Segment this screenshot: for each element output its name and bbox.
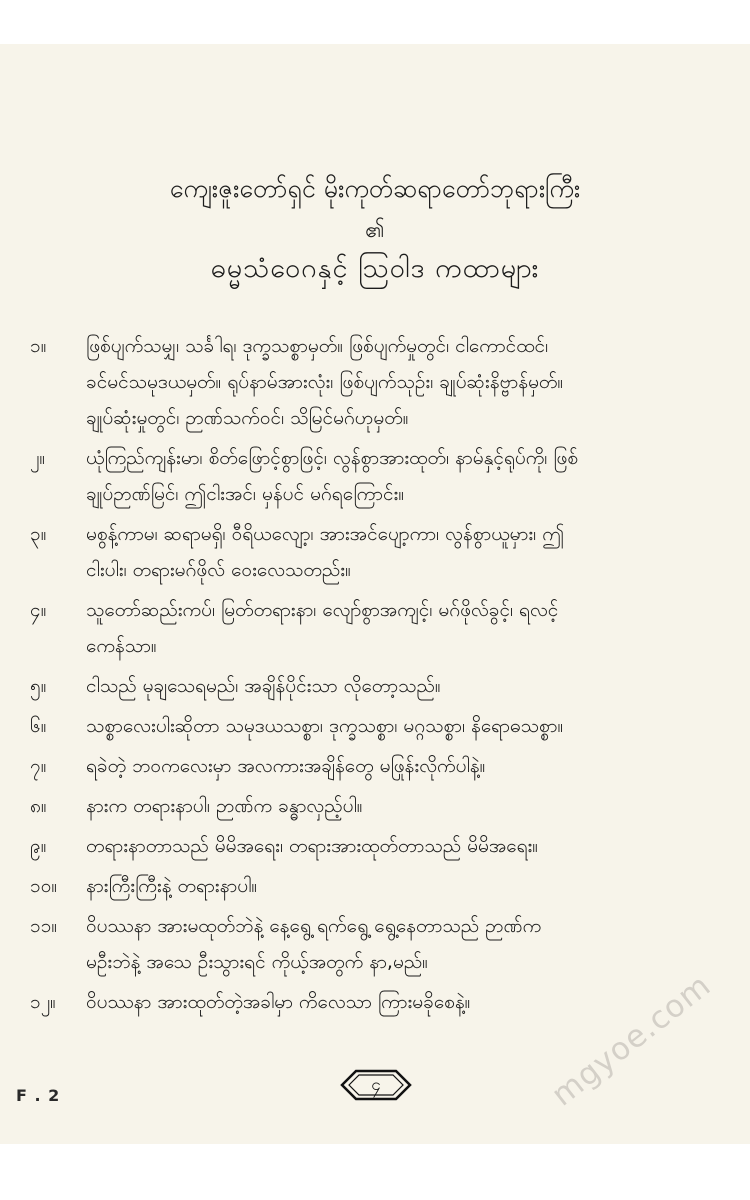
item-text-line: ချုပ်ဆုံးမှုတွင်၊ ဉာဏ်သက်ဝင်၊ သိမြင်မဂ်ဟုမှတ်။ [86,407,409,429]
list-item [0,668,750,704]
item-text-line: ဝိပဿနာ အားထုတ်တဲ့အခါမှာ ကိလေသာ ကြားမခိုစေနဲ့။ [86,991,471,1013]
item-text-line: ကေန်သာ။ [86,635,157,657]
item-text-line: ယုံကြည်ကျန်းမာ၊ စိတ်ဖြောင့်စွာဖြင့်၊ လွန်စွာအားထုတ်၊ နာမ်နှင့်ရုပ်ကို၊ ဖြစ် [86,447,579,469]
item-text-line: ခင်မင်သမုဒယမှတ်။ ရုပ်နာမ်အားလုံး၊ ဖြစ်ပျက်သုဉ်း၊ ချုပ်ဆုံးနိဗ္ဗာန်မှတ်။ [86,371,564,393]
item-text-line: ဝိပဿနာ အားမထုတ်ဘဲနဲ့ နေ့ရွေ့ ရက်ရွေ့ ရွေ့နေတာသည် ဉာဏ်က [86,915,542,937]
item-number: ၁၂။ [30,991,56,1013]
list-item [0,328,750,436]
item-number: ၅။ [30,675,47,697]
list-item [0,708,750,744]
item-number: ၆။ [30,715,47,737]
list-item [0,828,750,864]
item-text-line: ဖြစ်ပျက်သမျှ၊ သင်္ခါရ၊ ဒုက္ခသစ္စာမှတ်။ ဖြစ်ပျက်မှုတွင်၊ ငါကောင်ထင်၊ [86,335,549,357]
list-item [0,748,750,784]
item-number: ၈။ [30,795,47,817]
item-text-line: သူတော်ဆည်းကပ်၊ မြတ်တရားနာ၊ လျော်စွာအကျင့်၊ မဂ်ဖိုလ်ခွင့်၊ ရလင့် [86,599,559,621]
item-number: ၄။ [30,599,47,621]
page-number: ၄ [371,1075,381,1095]
item-number: ၁၁။ [30,915,58,937]
list-item [0,440,750,512]
list-item [0,908,750,980]
title-line-3: ဓမ္မသံဝေဂနှင့် ဩဝါဒ ကထာများ [210,253,540,284]
item-text-line: မဦးဘဲနဲ့ အသေ ဦးသွားရင် ကိုယ့်အတွက် နာ,မည်။ [86,951,428,973]
item-text-line: ငါးပါး၊ တရားမဂ်ဖိုလ် ဝေးလေသတည်း။ [86,559,351,581]
list-item [0,516,750,588]
item-text-line: မစွန့်ကာမ၊ ဆရာမရှိ၊ ဝီရိယလျော့၊ အားအင်ပျော့ကာ၊ လွန်စွာယူမှား၊ ဤ [86,523,565,545]
item-number: ၃။ [30,523,47,545]
item-number: ၁။ [30,335,47,357]
item-text-line: နားက တရားနာပါ၊ ဉာဏ်က ခန္ဓာလှည့်ပါ။ [86,795,363,817]
item-number: ၇။ [30,755,47,777]
item-text-line: တရားနာတာသည် မိမိအရေး၊ တရားအားထုတ်တာသည် မိမိအရေး။ [86,835,539,857]
item-number: ၉။ [30,835,47,857]
title-line-2: ၏ [365,218,385,243]
item-text-line: ငါသည် မုချသေရမည်၊ အချိန်ပိုင်းသာ လိုတော့သည်။ [86,675,441,697]
list-item [0,592,750,664]
page-number-ornament [340,1066,412,1104]
watermark: mgyoe.com [545,967,718,1114]
item-text-line: ချုပ်ဉာဏ်မြင်၊ ဤငါးအင်၊ မှန်ပင် မဂ်ရကြောင်း။ [86,483,405,505]
item-text-line: နားကြီးကြီးနဲ့ တရားနာပါ။ [86,875,258,897]
item-number: ၁၀။ [30,875,58,897]
item-text-line: ရခဲတဲ့ ဘဝကလေးမှာ အလကားအချိန်တွေ မဖြုန်းလိုက်ပါနဲ့။ [86,755,486,777]
title-line-1: ကျေးဇူးတော်ရှင် မိုးကုတ်ဆရာတော်ဘုရားကြီး [169,174,581,203]
list-item [0,868,750,904]
list-item [0,788,750,824]
footer-code: F . 2 [16,1086,61,1105]
item-number: ၂။ [30,447,46,469]
item-text-line: သစ္စာလေးပါးဆိုတာ သမုဒယသစ္စာ၊ ဒုက္ခသစ္စာ၊ မဂ္ဂသစ္စာ၊ နိရောဓသစ္စာ။ [86,715,564,737]
item-list [0,328,750,1024]
